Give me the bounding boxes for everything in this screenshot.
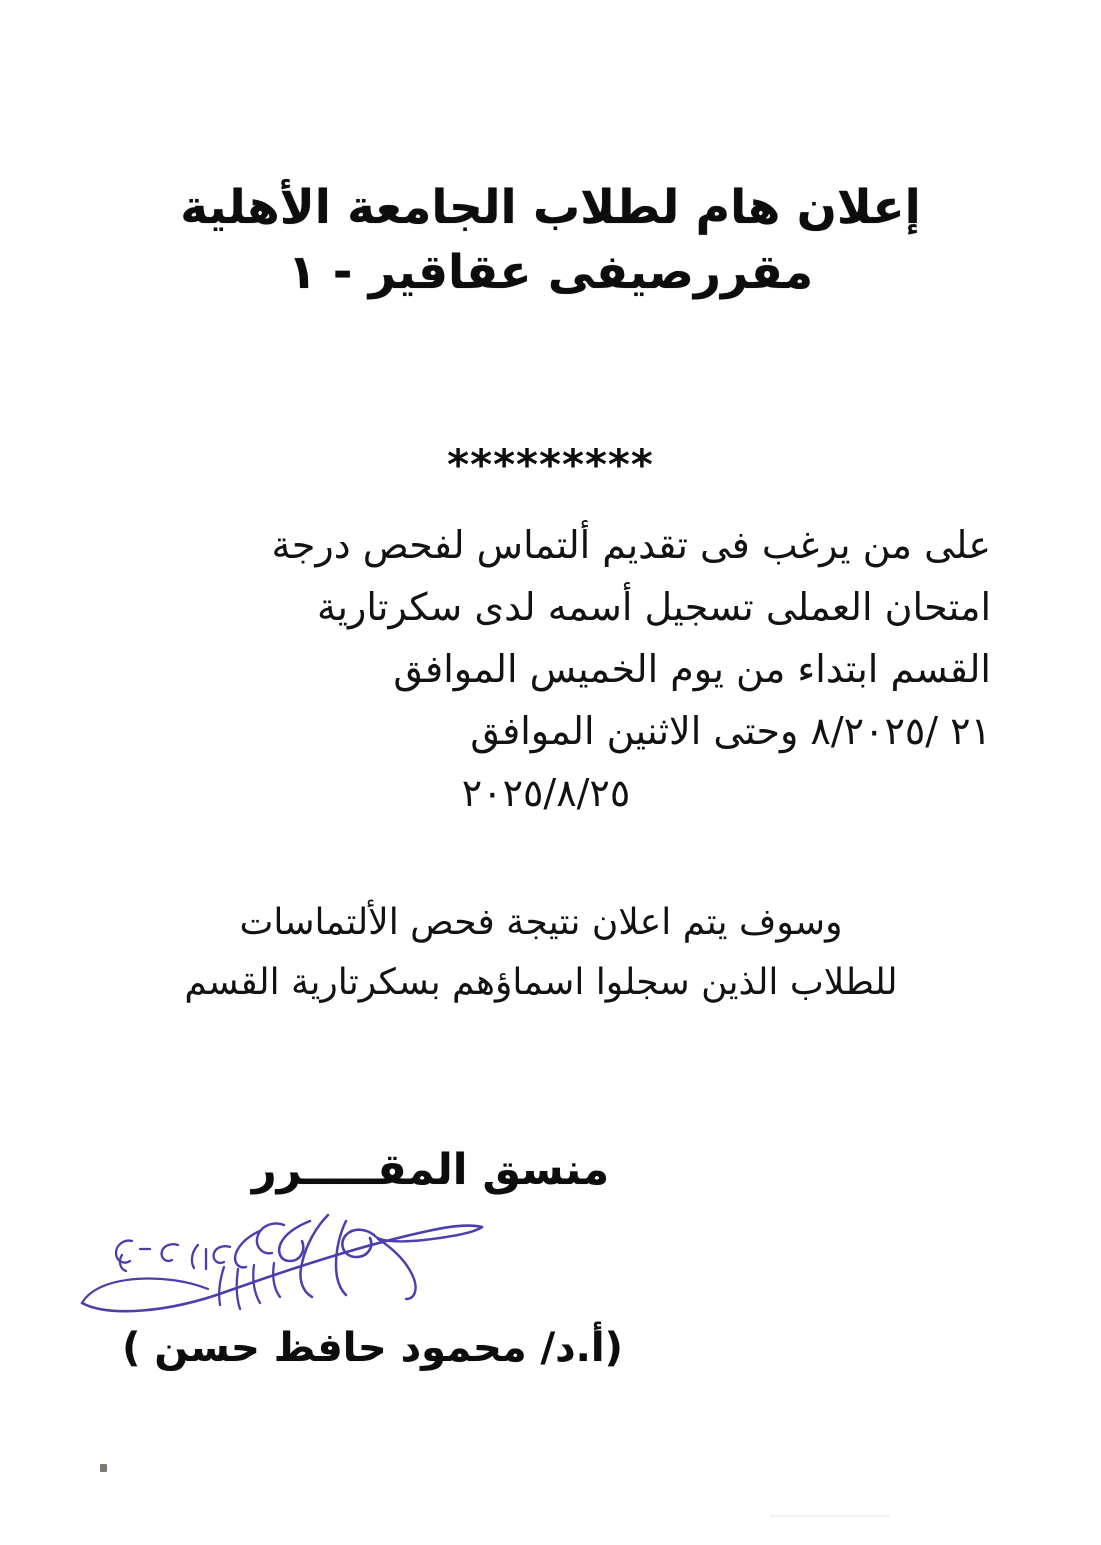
body-line-end-date: ٢٠٢٥/٨/٢٥ (461, 771, 631, 815)
asterisk-separator: ********* (447, 440, 654, 489)
signature-role-title (0, 1145, 1101, 1195)
body-line-start-date: ٢١ /٨/٢٠٢٥ وحتى الاثنين الموافق (470, 709, 991, 753)
notice-line: وسوف يتم اعلان نتيجة فحص الألتماسات (239, 902, 843, 943)
body-line: القسم ابتداء من يوم الخميس الموافق (393, 647, 991, 691)
notice-line: للطلاب الذين سجلوا اسماؤهم بسكرتارية القسم (184, 962, 898, 1003)
title-line-1: إعلان هام لطلاب الجامعة الأهلية (180, 180, 921, 235)
results-notice-paragraph (101, 893, 981, 1013)
document-title (0, 176, 1101, 306)
signature-name-text: (أ.د/ محمود حافظ حسن ) (122, 1325, 623, 1371)
signature-name (0, 1325, 1101, 1371)
scan-speck-artifact (100, 1464, 107, 1472)
scan-edge-artifact (770, 1515, 890, 1517)
title-line-2: مقررصيفى عقاقير - ١ (287, 244, 814, 300)
body-line: على من يرغب فى تقديم ألتماس لفحص درجة (271, 523, 991, 567)
signature-role-title-text: منسق المقـــــرر (251, 1145, 610, 1195)
handwritten-signature (78, 1205, 508, 1340)
body-line: امتحان العملى تسجيل أسمه لدى سكرتارية (317, 585, 991, 629)
announcement-body-paragraph (101, 514, 991, 824)
